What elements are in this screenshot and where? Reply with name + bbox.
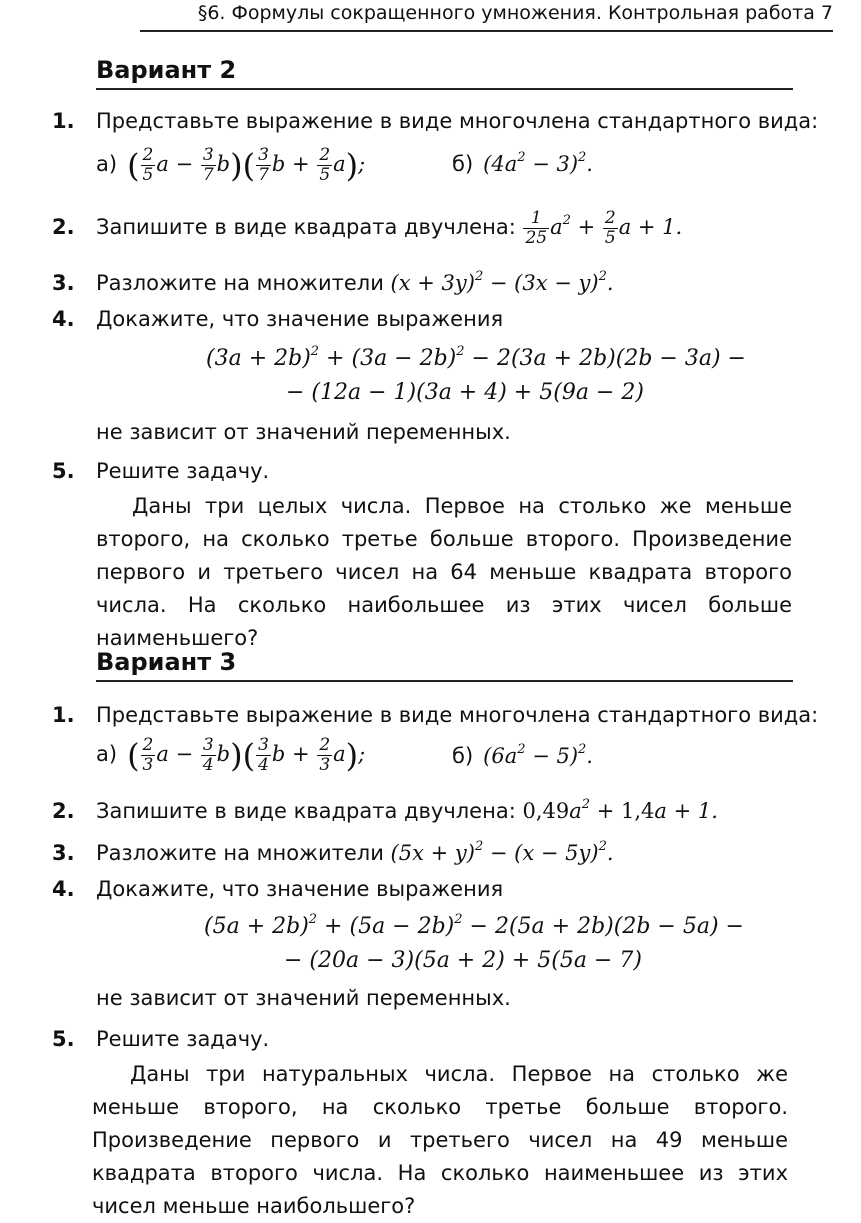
v2-task-4-tail: не зависит от значений переменных.	[96, 420, 511, 444]
v3-task-1b	[452, 742, 593, 768]
task-number: 5.	[52, 1027, 75, 1051]
task-text: Представьте выражение в виде многочлена стандартного вида:	[96, 109, 819, 133]
option-label: а)	[96, 742, 118, 766]
task-text: Докажите, что значение выражения	[96, 877, 504, 901]
expression: $(4a^2 - 3)^2$.	[483, 150, 593, 176]
expression: $(5x + y)^2 - (x - 5y)^2$.	[390, 839, 614, 865]
v2-task-1	[52, 106, 819, 136]
v2-task-4-line-2: − (12a − 1)(3a + 4) + 5(9a − 2)	[286, 380, 644, 405]
v3-task-4-tail: не зависит от значений переменных.	[96, 986, 511, 1010]
expression: $0,49a^2 + 1,4a + 1$.	[522, 797, 718, 823]
expression: ( $\frac{2}{5}$ a − $\frac{3}{7}$ b)( $\frac{3}{7}$ b + $\frac{2}{5}$ a);	[127, 145, 366, 185]
task-text: Решите задачу.	[96, 1027, 270, 1051]
v3-task-2	[52, 790, 801, 826]
page-header: §6. Формулы сокращенного умножения. Контрольная работа 7	[140, 2, 833, 32]
v3-problem-text: Даны три натуральных числа. Первое на столько же меньше второго, на сколько третье больше второго. Произведение первого и третьего чисел на 49 меньше квадрата второго числа. На сколько наименьшее из этих чисел меньше наибольшего?	[92, 1062, 788, 1218]
v2-task-3	[52, 262, 801, 298]
v2-task-1a	[96, 146, 365, 185]
task-text: Запишите в виде квадрата двучлена:	[96, 215, 516, 239]
task-text: Докажите, что значение выражения	[96, 307, 504, 331]
expression: $(6a^2 - 5)^2$.	[483, 742, 593, 768]
task-text: Представьте выражение в виде многочлена стандартного вида:	[96, 703, 819, 727]
v3-task-1a	[96, 736, 365, 775]
task-text: Разложите на множители	[96, 841, 384, 865]
v3-task-4-line-2: − (20a − 3)(5a + 2) + 5(5a − 7)	[284, 948, 642, 973]
expression: $\frac{1}{25}$ $a^2$ + $\frac{2}{5}$ a + 1.	[525, 208, 683, 248]
variant-2-title: Вариант 2	[96, 56, 793, 90]
task-number: 2.	[52, 215, 75, 239]
v3-task-1	[52, 700, 819, 730]
option-label: б)	[452, 744, 474, 768]
expression: ( $\frac{2}{3}$ a − $\frac{3}{4}$ b)( $\frac{3}{4}$ b + $\frac{2}{3}$ a);	[127, 735, 366, 775]
task-text: Решите задачу.	[96, 459, 270, 483]
v3-task-3	[52, 832, 801, 868]
v2-problem-text: Даны три целых числа. Первое на столько же меньше второго, на сколько третье больше второго. Произведение первого и третьего чисел на 64 меньше квадрата второго числа. На сколько наибольшее из этих чисел больше наименьшего?	[96, 494, 792, 650]
task-number: 5.	[52, 459, 75, 483]
option-label: а)	[96, 152, 118, 176]
option-label: б)	[452, 152, 474, 176]
v3-task-4	[52, 874, 801, 904]
task-number: 1.	[52, 109, 75, 133]
task-number: 3.	[52, 841, 75, 865]
task-number: 2.	[52, 799, 75, 823]
task-number: 3.	[52, 271, 75, 295]
v2-task-5	[52, 456, 801, 486]
v3-task-5	[52, 1024, 801, 1054]
v2-task-2	[52, 206, 801, 248]
v3-task-4-line-1: $(5a + 2b)^2 + (5a - 2b)^2 - 2(5a + 2b)(2b - 5a)$ −	[204, 912, 744, 939]
v2-task-4-line-1: $(3a + 2b)^2 + (3a - 2b)^2 - 2(3a + 2b)(2b - 3a)$ −	[206, 344, 746, 371]
v2-task-4	[52, 304, 801, 334]
task-number: 4.	[52, 877, 75, 901]
variant-3-title: Вариант 3	[96, 648, 793, 682]
expression: $(x + 3y)^2 - (3x - y)^2$.	[390, 269, 614, 295]
task-number: 1.	[52, 703, 75, 727]
task-number: 4.	[52, 307, 75, 331]
v2-task-1b	[452, 150, 593, 176]
task-text: Запишите в виде квадрата двучлена:	[96, 799, 516, 823]
task-text: Разложите на множители	[96, 271, 384, 295]
